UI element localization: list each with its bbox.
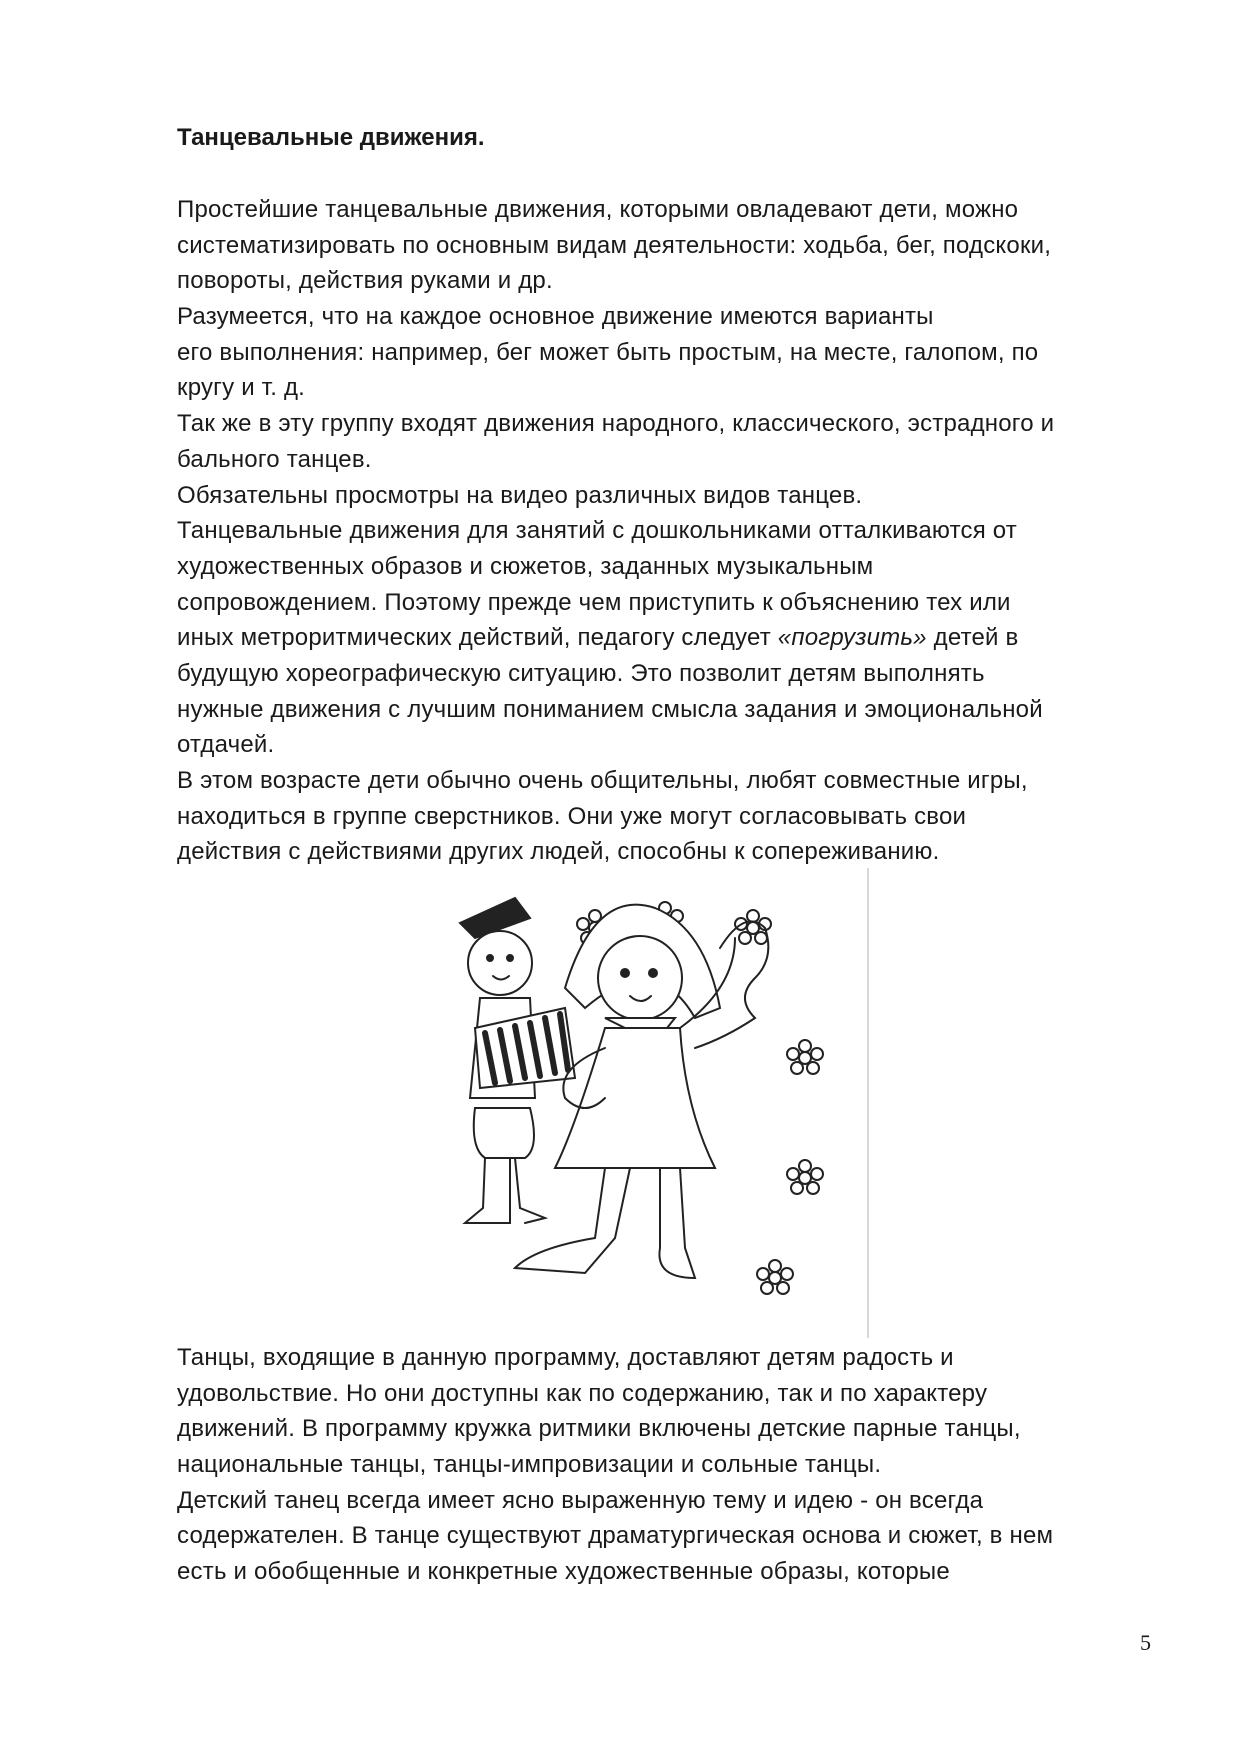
text-line: находиться в группе сверстников. Они уже могут согласовывать свои xyxy=(177,802,967,830)
text-line: движений. В программу кружка ритмики включены детские парные танцы, xyxy=(177,1415,1021,1443)
flower-icon xyxy=(735,910,771,944)
text-line: отдачей. xyxy=(177,731,275,759)
text-line: Обязательны просмотры на видео различных видов танцев. xyxy=(177,481,863,509)
text-line: Разумеется, что на каждое основное движение имеются варианты xyxy=(177,303,934,331)
text-line: содержателен. В танце существуют драматургическая основа и сюжет, в нем xyxy=(177,1522,1054,1550)
text-line: есть и обобщенные и конкретные художественные образы, которые xyxy=(177,1558,950,1586)
text-segment: детей в xyxy=(926,624,1019,652)
text-line: сопровождением. Поэтому прежде чем приступить к объяснению тех или xyxy=(177,588,1011,616)
flower-icon xyxy=(787,1160,823,1194)
text-line: систематизировать по основным видам деятельности: ходьба, бег, подскоки, xyxy=(177,231,1052,259)
text-line: Простейшие танцевальные движения, которыми овладевают дети, можно xyxy=(177,196,1019,223)
text-line: Танцы, входящие в данную программу, доставляют детям радость и xyxy=(177,1344,954,1371)
text-line: художественных образов и сюжетов, заданных музыкальным xyxy=(177,552,874,580)
dancing-children-illustration xyxy=(455,868,875,1338)
paragraph-block-2 xyxy=(177,1340,1177,1590)
paragraph-block-1 xyxy=(177,192,1177,870)
girl-dancing xyxy=(515,905,768,1278)
text-line: удовольствие. Но они доступны как по содержанию, так и по характеру xyxy=(177,1379,988,1407)
text-line: кругу и т. д. xyxy=(177,374,306,402)
text-line: будущую хореографическую ситуацию. Это позволит детям выполнять xyxy=(177,659,985,687)
text-line: Детский танец всегда имеет ясно выраженную тему и идею - он всегда xyxy=(177,1486,984,1514)
page-number: 5 xyxy=(1140,1630,1151,1655)
text-line xyxy=(177,620,1177,656)
text-line: повороты, действия руками и др. xyxy=(177,267,553,295)
section-title: Танцевальные движения. xyxy=(177,124,485,151)
flower-icon xyxy=(787,1040,823,1074)
text-line: нужные движения с лучшим пониманием смысла задания и эмоциональной xyxy=(177,695,1043,723)
boy-with-accordion xyxy=(460,898,575,1223)
text-line: В этом возрасте дети обычно очень общительны, любят совместные игры, xyxy=(177,767,1028,794)
text-line: национальные танцы, танцы-импровизации и сольные танцы. xyxy=(177,1451,882,1479)
text-line: Так же в эту группу входят движения народного, классического, эстрадного и xyxy=(177,410,1055,438)
text-segment: иных метроритмических действий, педагогу следует xyxy=(177,624,778,652)
italic-term: «погрузить» xyxy=(777,624,927,652)
text-line: его выполнения: например, бег может быть простым, на месте, галопом, по xyxy=(177,338,1039,366)
text-line: действия с действиями других людей, способны к сопереживанию. xyxy=(177,838,940,866)
flower-icon xyxy=(757,1260,793,1294)
text-line: бального танцев. xyxy=(177,445,372,473)
text-line: Танцевальные движения для занятий с дошкольниками отталкиваются от xyxy=(177,517,1017,545)
